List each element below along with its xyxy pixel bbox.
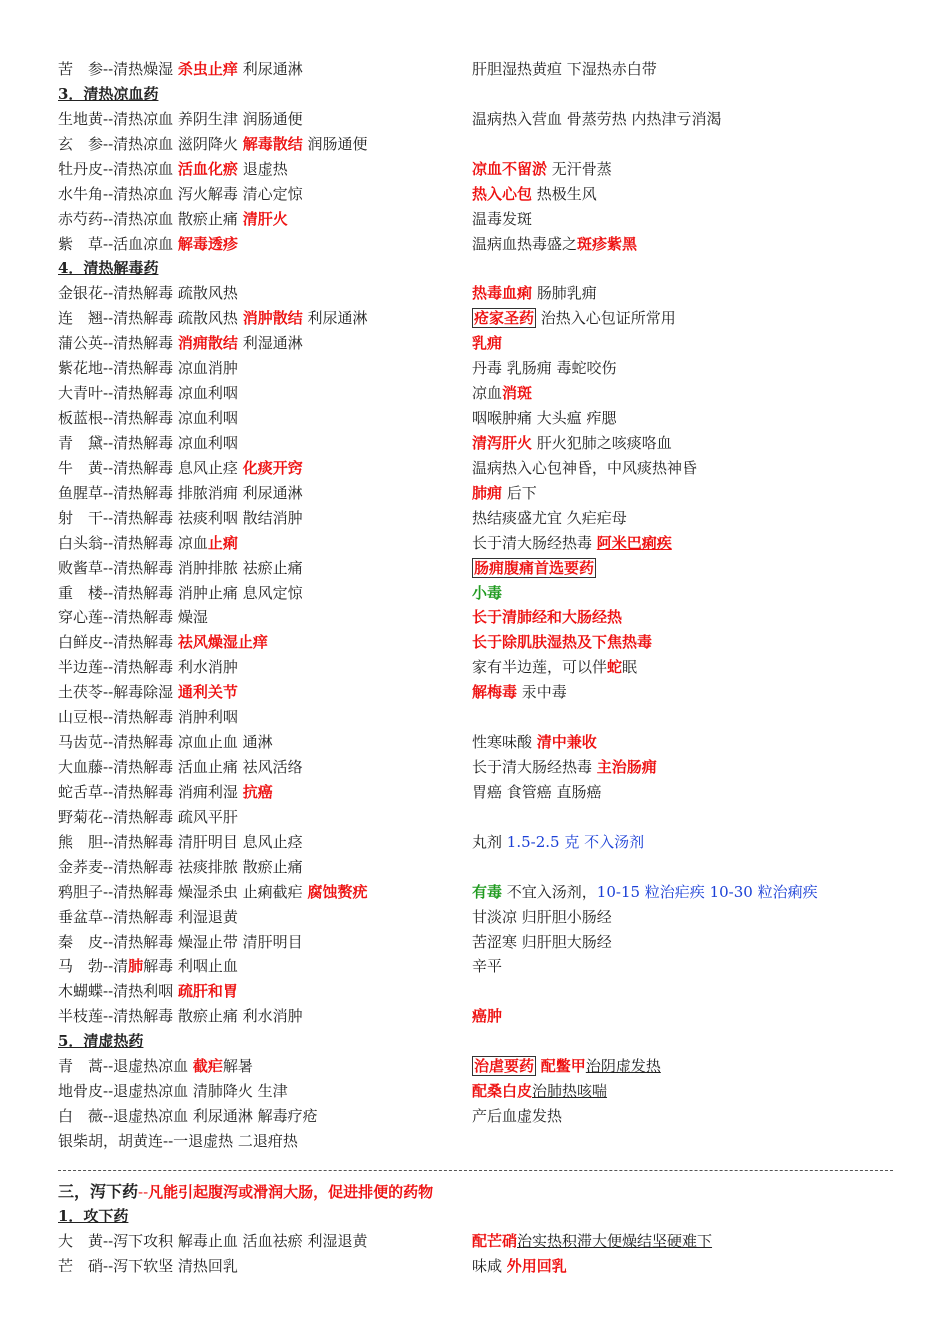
text-segment: 消斑: [502, 384, 533, 403]
herb-effects: [58, 1204, 128, 1229]
herb-effects: [58, 182, 303, 207]
herb-row: [0, 905, 950, 930]
text-segment: 小毒: [472, 583, 503, 602]
text-segment: 化痰开窍: [242, 458, 303, 477]
herb-effects: [58, 1029, 143, 1054]
herb-effects: [58, 581, 303, 606]
herb-effects: [58, 880, 367, 905]
text-segment: 玄 参--清热凉血 滋阴降火: [58, 134, 243, 153]
text-segment: 熊 胆--清热解毒 清肝明目 息风止痉: [58, 832, 303, 851]
text-segment: 半边莲--清热解毒 利水消肿: [58, 658, 238, 677]
herb-notes: [472, 431, 672, 456]
herb-notes: [472, 605, 622, 630]
text-segment: 解毒散结: [242, 134, 303, 153]
herb-row: [0, 531, 950, 556]
text-segment: 青 蒿--退虚热凉血: [58, 1057, 193, 1076]
herb-row: [0, 1129, 950, 1154]
text-segment: 不宜入汤剂，: [502, 882, 597, 901]
text-segment: 后下: [502, 483, 537, 502]
text-segment: 温毒发斑: [472, 209, 533, 228]
text-segment: 垂盆草--清热解毒 利湿退黄: [58, 907, 238, 926]
text-segment: 3．清热凉血药: [58, 84, 159, 103]
herb-notes: [472, 556, 596, 581]
herb-notes: [472, 406, 617, 431]
herb-effects: [58, 107, 303, 132]
herb-row: [0, 830, 950, 855]
herb-notes: [472, 930, 612, 955]
herb-row: [0, 755, 950, 780]
text-segment: 温病热入心包神昏，中风痰热神昏: [472, 458, 698, 477]
text-segment: 活血化瘀: [177, 159, 238, 178]
text-segment: 热入心包: [472, 184, 533, 203]
herb-effects: [58, 256, 158, 281]
text-segment: 丸剂: [472, 832, 507, 851]
text-segment: 癌肿: [472, 1007, 503, 1026]
herb-effects: [58, 506, 303, 531]
herb-row: [0, 506, 950, 531]
herb-notes: [472, 331, 502, 356]
herb-effects: [58, 1229, 367, 1254]
text-segment: 配鳖甲: [540, 1057, 586, 1076]
herb-row: [0, 132, 950, 157]
text-segment: 热毒血痢: [472, 284, 533, 303]
herb-row: [0, 1029, 950, 1054]
herb-row: [0, 456, 950, 481]
herb-effects: [58, 331, 303, 356]
herb-effects: [58, 381, 238, 406]
herb-notes: [472, 880, 818, 905]
herb-row: [0, 1004, 950, 1029]
text-segment: 白 薇--退虚热凉血 利尿通淋 解毒疗疮: [58, 1107, 318, 1126]
herb-effects: [58, 207, 288, 232]
herb-row: [0, 605, 950, 630]
text-segment: 蒲公英--清热解毒: [58, 334, 178, 353]
herb-effects: [58, 780, 273, 805]
text-segment: 利尿通淋: [302, 309, 368, 328]
text-segment: 有毒: [472, 882, 503, 901]
herb-effects: [58, 1129, 298, 1154]
herb-row: [0, 705, 950, 730]
text-segment: 肝火犯肺之咳痰咯血: [532, 433, 672, 452]
text-segment: 腐蚀赘疣: [307, 882, 368, 901]
text-segment: 抗癌: [242, 782, 273, 801]
text-segment: 主治肠痈: [596, 758, 657, 777]
text-segment: 治肺热咳喘: [532, 1082, 608, 1101]
text-segment: 解毒 利咽止血: [143, 957, 238, 976]
herb-row: [0, 880, 950, 905]
herb-row: [0, 730, 950, 755]
herb-effects: [58, 680, 238, 705]
herb-effects: [58, 755, 303, 780]
text-segment: 味咸: [472, 1257, 507, 1275]
text-segment: 败酱草--清热解毒 消肿排脓 祛瘀止痛: [58, 558, 303, 577]
text-segment: 大青叶--清热解毒 凉血利咽: [58, 384, 238, 403]
text-segment: 银柴胡，胡黄连--一退虚热 二退疳热: [58, 1131, 298, 1150]
text-segment: 水牛角--清热凉血 泻火解毒 清心定惊: [58, 184, 303, 203]
text-segment: 无汗骨蒸: [547, 159, 612, 178]
herb-effects: [58, 954, 238, 979]
herb-row: [0, 1204, 950, 1229]
text-segment: 退虚热: [237, 159, 288, 178]
text-segment: 芒 硝--泻下软坚 清热回乳: [58, 1257, 238, 1275]
text-segment: 白头翁--清热解毒 凉血: [58, 533, 208, 552]
herb-notes: [472, 1054, 661, 1079]
text-segment: 清肝火: [242, 209, 288, 228]
herb-notes: [472, 1079, 607, 1104]
herb-row: [0, 581, 950, 606]
herb-effects: [58, 1054, 253, 1079]
herb-row: [0, 281, 950, 306]
text-segment: 乳痈: [472, 334, 503, 353]
herb-effects: [58, 157, 288, 182]
herb-row: [0, 107, 950, 132]
text-segment: 大血藤--清热解毒 活血止痛 祛风活络: [58, 758, 303, 777]
text-segment: 清泻肝火: [472, 433, 533, 452]
herb-row: [0, 805, 950, 830]
herb-notes: [472, 531, 672, 556]
text-segment: 大 黄--泻下攻积 解毒止血 活血祛瘀 利湿退黄: [58, 1232, 368, 1250]
herb-effects: [58, 556, 303, 581]
herb-effects: [58, 57, 303, 82]
text-segment: 治实热积滞大便燥结坚硬难下: [517, 1232, 713, 1250]
text-segment: 长于清肺经和大肠经热: [472, 608, 623, 627]
text-segment: 解暑: [222, 1057, 253, 1076]
text-segment: 温病血热毒盛之: [472, 234, 578, 253]
section-dashes: --: [138, 1183, 149, 1201]
text-segment: 消肿散结: [242, 309, 303, 328]
herb-row: [0, 630, 950, 655]
text-segment: 马齿苋--清热解毒 凉血止血 通淋: [58, 733, 273, 752]
herb-effects: [58, 1104, 318, 1129]
text-segment: 通利关节: [177, 683, 238, 702]
herb-effects: [58, 456, 303, 481]
herb-notes: [472, 655, 637, 680]
herb-effects: [58, 730, 273, 755]
text-segment: 地骨皮--退虚热凉血 清肺降火 生津: [58, 1082, 288, 1101]
text-segment: 肝胆湿热黄疸 下湿热赤白带: [472, 60, 657, 78]
herb-effects: [58, 82, 158, 107]
herb-row: [0, 256, 950, 281]
herb-row: [0, 655, 950, 680]
text-segment: 1.5-2.5 克 不入汤剂: [506, 832, 645, 851]
herb-effects: [58, 1079, 288, 1104]
text-segment: 性寒味酸: [472, 733, 537, 752]
text-segment: 马 勃--清: [58, 957, 129, 976]
herb-effects: [58, 855, 303, 880]
herb-notes: [472, 905, 612, 930]
herb-effects: [58, 655, 238, 680]
herb-effects: [58, 630, 268, 655]
herb-effects: [58, 830, 303, 855]
text-segment: 紫 草--活血凉血: [58, 234, 178, 253]
herb-notes: [472, 680, 567, 705]
text-segment: 肠痈腹痛首选要药: [474, 558, 595, 577]
text-segment: 生地黄--清热凉血 养阴生津 润肠通便: [58, 109, 303, 128]
text-segment: 止痢: [207, 533, 238, 552]
herb-notes: [472, 157, 612, 182]
text-segment: 鸦胆子--清热解毒 燥湿杀虫 止痢截疟: [58, 882, 308, 901]
text-segment: 肺: [128, 957, 144, 976]
herb-notes: [472, 381, 532, 406]
text-segment: 白鲜皮--清热解毒: [58, 633, 178, 652]
herb-row: [0, 1104, 950, 1129]
herb-effects: [58, 905, 238, 930]
text-segment: 土茯苓--解毒除湿: [58, 683, 178, 702]
herb-row: [0, 855, 950, 880]
herb-row: [0, 680, 950, 705]
herb-notes: [472, 1004, 502, 1029]
herb-row: [0, 556, 950, 581]
herb-row: [0, 57, 950, 82]
text-segment: 热结痰盛尤宜 久疟疟母: [472, 508, 627, 527]
section-title: 三，泻下药: [58, 1182, 139, 1201]
herb-effects: [58, 281, 238, 306]
herb-effects: [58, 930, 303, 955]
herb-notes: [472, 107, 722, 132]
text-segment: 重 楼--清热解毒 消肿止痛 息风定惊: [58, 583, 303, 602]
herb-notes: [472, 730, 597, 755]
herb-row: [0, 431, 950, 456]
text-segment: 凉血: [472, 384, 503, 403]
text-segment: 甘淡凉 归肝胆小肠经: [472, 907, 612, 926]
herb-row: [0, 1254, 950, 1279]
text-segment: 穿心莲--清热解毒 燥湿: [58, 608, 208, 627]
text-segment: 长于除肌肤湿热及下焦热毒: [472, 633, 653, 652]
text-segment: 热极生风: [532, 184, 597, 203]
text-segment: 蛇: [607, 658, 623, 677]
herb-effects: [58, 481, 303, 506]
text-segment: 凉血不留淤: [472, 159, 548, 178]
herb-effects: [58, 979, 238, 1004]
herb-row: [0, 780, 950, 805]
herb-row: [0, 381, 950, 406]
herb-notes: [472, 232, 637, 257]
herb-row: [0, 232, 950, 257]
text-segment: 汞中毒: [517, 683, 567, 702]
text-segment: 半枝莲--清热解毒 散瘀止痛 利水消肿: [58, 1007, 303, 1026]
herb-notes: [472, 1104, 562, 1129]
text-segment: 秦 皮--清热解毒 燥湿止带 清肝明目: [58, 932, 303, 951]
text-segment: 板蓝根--清热解毒 凉血利咽: [58, 409, 238, 428]
herb-effects: [58, 132, 367, 157]
text-segment: 家有半边莲，可以伴: [472, 658, 608, 677]
section-heading-line: [58, 1179, 433, 1205]
text-segment: 温病热入营血 骨蒸劳热 内热津亏消渴: [472, 109, 722, 128]
herb-notes: [472, 630, 652, 655]
text-segment: 治热入心包证所常用: [536, 309, 676, 328]
text-segment: 野菊花--清热解毒 疏风平肝: [58, 807, 238, 826]
text-segment: 长于清大肠经热毒: [472, 533, 597, 552]
text-segment: 截疟: [192, 1057, 223, 1076]
text-segment: 咽喉肿痛 大头瘟 痄腮: [472, 409, 617, 428]
text-segment: 辛平: [472, 957, 503, 976]
text-segment: 利湿通淋: [237, 334, 303, 353]
text-segment: 眠: [622, 658, 638, 677]
herb-row: [0, 481, 950, 506]
text-segment: 利尿通淋: [237, 60, 303, 78]
herb-effects: [58, 356, 238, 381]
text-segment: 牛 黄--清热解毒 息风止痉: [58, 458, 243, 477]
herb-effects: [58, 605, 208, 630]
herb-notes: [472, 182, 597, 207]
text-segment: 斑疹紫黑: [577, 234, 638, 253]
text-segment: 解梅毒: [472, 683, 518, 702]
text-segment: 10-15 粒治疟疾 10-30 粒治痢疾: [596, 882, 818, 901]
herb-notes: [472, 954, 502, 979]
text-segment: 牡丹皮--清热凉血: [58, 159, 178, 178]
text-segment: 解毒透疹: [177, 234, 238, 253]
text-segment: 治阴虚发热: [585, 1057, 661, 1076]
herb-notes: [472, 306, 676, 331]
text-segment: 5．清虚热药: [58, 1032, 144, 1051]
herb-effects: [58, 406, 238, 431]
herb-row: [0, 82, 950, 107]
text-segment: 鱼腥草--清热解毒 排脓消痈 利尿通淋: [58, 483, 303, 502]
text-segment: 金银花--清热解毒 疏散风热: [58, 284, 238, 303]
text-segment: 青 黛--清热解毒 凉血利咽: [58, 433, 238, 452]
text-segment: 蛇舌草--清热解毒 消痈利湿: [58, 782, 243, 801]
herb-notes: [472, 755, 657, 780]
section-heading: [0, 1179, 950, 1204]
herb-effects: [58, 306, 367, 331]
text-segment: 阿米巴痢疾: [596, 533, 672, 552]
text-segment: 疏肝和胃: [177, 982, 238, 1001]
herb-row: [0, 406, 950, 431]
text-segment: 苦 参--清热燥湿: [58, 60, 178, 78]
herb-row: [0, 356, 950, 381]
text-segment: 肠肺乳痈: [532, 284, 597, 303]
herb-effects: [58, 431, 238, 456]
text-segment: 清中兼收: [536, 733, 597, 752]
section-desc: 凡能引起腹泻或滑润大肠，促进排便的药物: [148, 1183, 434, 1201]
text-segment: 产后血虚发热: [472, 1107, 563, 1126]
text-segment: 胃癌 食管癌 直肠癌: [472, 782, 602, 801]
herb-row: [0, 1079, 950, 1104]
herb-row: [0, 979, 950, 1004]
herb-notes: [472, 207, 532, 232]
herb-notes: [472, 830, 644, 855]
text-segment: 苦涩寒 归肝胆大肠经: [472, 932, 612, 951]
herb-notes: [472, 780, 602, 805]
text-segment: 外用回乳: [506, 1257, 567, 1275]
text-segment: 赤芍药--清热凉血 散瘀止痛: [58, 209, 243, 228]
herb-effects: [58, 531, 238, 556]
text-segment: 配芒硝: [472, 1232, 518, 1250]
herb-row: [0, 306, 950, 331]
text-segment: 金荞麦--清热解毒 祛痰排脓 散瘀止痛: [58, 857, 303, 876]
herb-row: [0, 207, 950, 232]
herb-effects: [58, 232, 238, 257]
text-segment: 长于清大肠经热毒: [472, 758, 597, 777]
text-segment: 肺痈: [472, 483, 503, 502]
herb-notes: [472, 1254, 567, 1279]
herb-notes: [472, 481, 537, 506]
text-segment: 连 翘--清热解毒 疏散风热: [58, 309, 243, 328]
text-segment: 消痈散结: [177, 334, 238, 353]
herb-row: [0, 182, 950, 207]
text-segment: 4．清热解毒药: [58, 259, 159, 278]
text-segment: 射 干--清热解毒 祛痰利咽 散结消肿: [58, 508, 303, 527]
herb-notes: [472, 581, 502, 606]
text-segment: 疮家圣药: [474, 309, 535, 328]
text-segment: 杀虫止痒: [177, 60, 238, 78]
text-segment: 紫花地--清热解毒 凉血消肿: [58, 359, 238, 378]
herb-row: [0, 157, 950, 182]
herb-effects: [58, 1254, 238, 1279]
text-segment: 木蝴蝶--清热利咽: [58, 982, 178, 1001]
herb-effects: [58, 705, 238, 730]
text-segment: 润肠通便: [302, 134, 368, 153]
text-segment: 丹毒 乳肠痈 毒蛇咬伤: [472, 359, 617, 378]
herb-row: [0, 930, 950, 955]
herb-notes: [472, 57, 657, 82]
herb-notes: [472, 456, 697, 481]
text-segment: 山豆根--清热解毒 消肿利咽: [58, 708, 238, 727]
text-segment: 治虐要药: [474, 1057, 535, 1076]
text-segment: 1．攻下药: [58, 1207, 129, 1225]
herb-row: [0, 1229, 950, 1254]
herb-notes: [472, 506, 627, 531]
herb-row: [0, 331, 950, 356]
text-segment: 配桑白皮: [472, 1082, 533, 1101]
dashed-divider: [58, 1170, 893, 1171]
herb-effects: [58, 805, 238, 830]
herb-notes: [472, 1229, 712, 1254]
herb-row: [0, 1054, 950, 1079]
herb-notes: [472, 356, 617, 381]
herb-effects: [58, 1004, 303, 1029]
herb-row: [0, 954, 950, 979]
herb-notes: [472, 281, 597, 306]
text-segment: 祛风燥湿止痒: [177, 633, 268, 652]
